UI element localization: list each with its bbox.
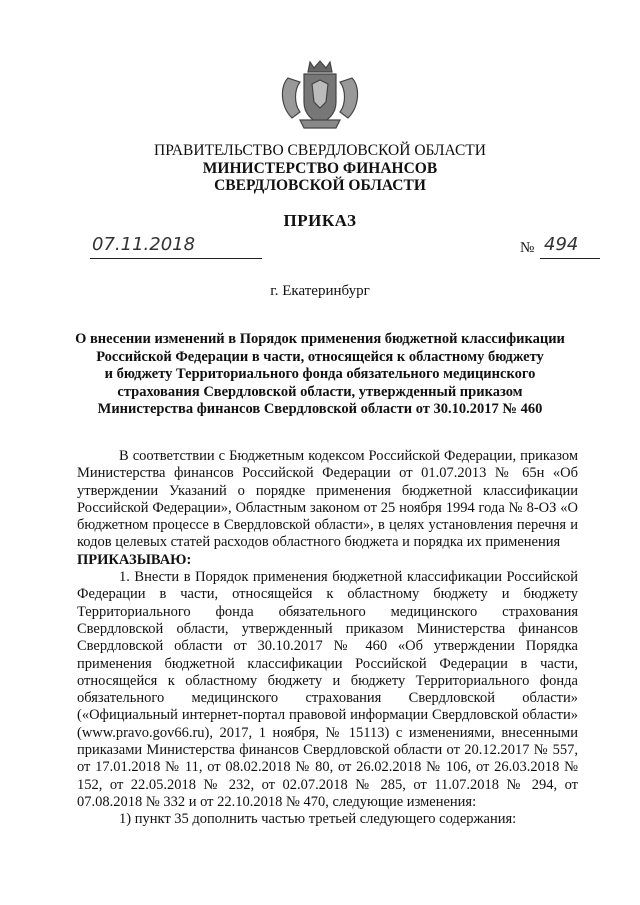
region-name: СВЕРДЛОВСКОЙ ОБЛАСТИ bbox=[214, 177, 426, 194]
document-date: 07.11.2018 bbox=[90, 232, 262, 259]
government-name: ПРАВИТЕЛЬСТВО СВЕРДЛОВСКОЙ ОБЛАСТИ bbox=[154, 142, 486, 159]
preamble-paragraph: В соответствии с Бюджетным кодексом Российской Федерации, приказом Министерства финансов Российской Федерации от 01.07.2013 № 65н «Об утверждении Указаний о порядке применения бюджетной классификации Российской Федерации», Областным законом от 25 ноября 1994 года № 8-ОЗ «О бюджетном процессе в Свердловской области», в целях установления перечня и кодов целевых статей расходов областного бюджета и порядка их применения bbox=[77, 448, 578, 551]
title-line: и бюджету Территориального фонда обязательного медицинского bbox=[104, 366, 536, 383]
document-body bbox=[77, 448, 578, 829]
document-type: ПРИКАЗ bbox=[283, 211, 357, 230]
title-line: Российской Федерации в части, относящейся к областному бюджету bbox=[96, 348, 544, 365]
title-line: страхования Свердловской области, утвержденный приказом bbox=[117, 383, 523, 400]
ministry-name: МИНИСТЕРСТВО ФИНАНСОВ bbox=[202, 160, 438, 177]
title-line: О внесении изменений в Порядок применения бюджетной классификации bbox=[75, 331, 565, 347]
coat-of-arms-emblem bbox=[270, 58, 370, 130]
subitem-1-paragraph: 1) пункт 35 дополнить частью третьей следующего содержания: bbox=[119, 811, 517, 828]
number-label: № bbox=[520, 240, 535, 256]
title-line: Министерства финансов Свердловской области от 30.10.2017 № 460 bbox=[97, 401, 543, 418]
order-word: ПРИКАЗЫВАЮ: bbox=[77, 551, 192, 568]
item-1-paragraph: 1. Внести в Порядок применения бюджетной классификации Российской Федерации в части, относящейся к областному бюджету и бюджету Территориального фонда обязательного медицинского страхования Свердловской области, утвержденный приказом Министерства финансов Свердловской области от 30.10.2017 № 460 «Об утверждении Порядка применения бюджетной классификации Российской Федерации в части, относящейся к областному бюджету и бюджету Территориального фонда обязательного медицинского страхования Свердловской области» («Официальный интернет-портал правовой информации Свердловской области» (www.pravo.gov66.ru), 2017, 1 ноября, № 15113) с изменениями, внесенными приказами Министерства финансов Свердловской области от 20.12.2017 № 557, от 17.01.2018 № 11, от 08.02.2018 № 80, от 26.02.2018 № 106, от 26.03.2018 № 152, от 22.05.2018 № 232, от 02.07.2018 № 285, от 11.07.2018 № 294, от 07.08.2018 № 332 и от 22.10.2018 № 470, следующие изменения: bbox=[77, 569, 578, 810]
document-number: 494 bbox=[540, 232, 600, 259]
document-title bbox=[60, 331, 580, 419]
city: г. Екатеринбург bbox=[270, 283, 370, 299]
